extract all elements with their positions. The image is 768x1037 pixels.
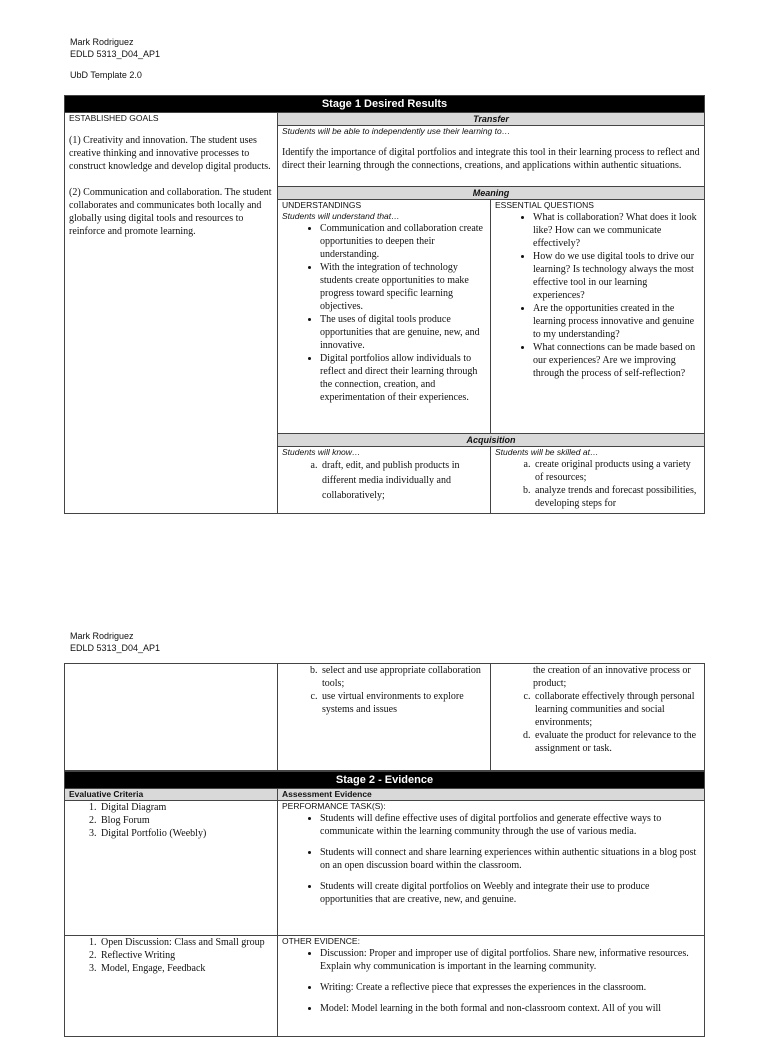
course-code: EDLD 5313_D04_AP1 — [70, 643, 161, 653]
essential-questions-label: ESSENTIAL QUESTIONS — [495, 199, 594, 210]
list-item: 1. Digital Diagram — [99, 801, 273, 814]
assessment-evidence-label: Assessment Evidence — [278, 789, 705, 801]
acquisition-label: Acquisition — [278, 434, 705, 447]
criteria-cell-1 — [65, 801, 278, 936]
list-item: • Students will define effective uses of digital portfolios and generate effective ways to communicate within the learning community through the use of various media. — [320, 812, 700, 838]
transfer-prompt: Students will be able to independently use their learning to… — [282, 126, 511, 137]
performance-task-cell — [278, 801, 705, 936]
list-item: 3. Model, Engage, Feedback — [99, 962, 273, 975]
list-item: • With the integration of technology students create opportunities to make progress toward specific learning objectives. — [320, 261, 486, 313]
other-evidence-list-2 — [282, 981, 700, 994]
know-prompt: Students will know… — [282, 447, 361, 458]
list-item: • How do we use digital tools to drive our learning? Is technology always the most effective tool in our learning experiences? — [533, 250, 700, 302]
know-cell — [278, 447, 491, 514]
course-code: EDLD 5313_D04_AP1 — [70, 49, 161, 59]
know-list — [282, 458, 486, 503]
list-item: b. analyze trends and forecast possibilities, developing steps for — [533, 484, 700, 510]
understandings-prompt: Students will understand that… — [282, 210, 400, 221]
list-item: c. collaborate effectively through personal learning communities and social environments; — [533, 690, 700, 729]
list-item: • Model: Model learning in the both formal and non-classroom context. All of you will — [320, 1002, 700, 1015]
skilled-continued-text: the creation of an innovative process or product; — [533, 665, 691, 689]
performance-task-label: PERFORMANCE TASK(S): — [282, 801, 386, 811]
established-goals-label: ESTABLISHED GOALS — [69, 113, 159, 123]
goal-1: (1) Creativity and innovation. The student uses creative thinking and innovative processes to construct knowledge and develop digital products. — [69, 135, 271, 172]
criteria-list-2 — [69, 936, 273, 975]
list-item: • Students will create digital portfolios on Weebly and integrate their use to produce opportunities that are creative, new, and genuine. — [320, 880, 700, 906]
stage1-title: Stage 1 Desired Results — [65, 96, 705, 113]
know-list-continued — [282, 664, 486, 716]
list-item: • Writing: Create a reflective piece that expresses the experiences in the classroom. — [320, 981, 700, 994]
essential-questions-list — [495, 211, 700, 380]
other-evidence-list-3 — [282, 1002, 700, 1015]
performance-task-list — [282, 812, 700, 838]
list-item: d. evaluate the product for relevance to the assignment or task. — [533, 729, 700, 755]
essential-questions-cell — [491, 199, 705, 433]
list-item: 1. Open Discussion: Class and Small group — [99, 936, 273, 949]
list-item: b. select and use appropriate collaboration tools; — [320, 664, 486, 690]
list-item: • Discussion: Proper and improper use of digital portfolios. Share new, informative resources. Explain why communication is important in the learning community. — [320, 947, 700, 973]
list-item: 2. Blog Forum — [99, 814, 273, 827]
list-item: • Digital portfolios allow individuals to reflect and direct their learning through the connection, creation, and experimentation of their experiences. — [320, 352, 486, 404]
performance-task-list-2 — [282, 846, 700, 872]
template-name: UbD Template 2.0 — [70, 70, 142, 80]
skilled-continued-cell — [491, 664, 705, 771]
list-item: • Are the opportunities created in the learning process innovative and genuine to my understanding? — [533, 302, 700, 341]
understandings-list — [282, 222, 486, 404]
list-item: • The uses of digital tools produce opportunities that are genuine, new, and innovative. — [320, 313, 486, 352]
stage1-table — [64, 95, 705, 514]
other-evidence-label: OTHER EVIDENCE: — [282, 936, 360, 946]
stage2-title: Stage 2 - Evidence — [65, 772, 705, 789]
page2-header — [70, 630, 160, 654]
understandings-cell — [278, 199, 491, 433]
author-name: Mark Rodriguez — [70, 631, 134, 641]
author-name: Mark Rodriguez — [70, 37, 134, 47]
evaluative-criteria-label: Evaluative Criteria — [65, 789, 278, 801]
stage1-continued-table — [64, 663, 705, 771]
transfer-cell — [278, 126, 705, 186]
other-evidence-list — [282, 947, 700, 973]
list-item: • What connections can be made based on our experiences? Are we improving through the process of self-reflection? — [533, 341, 700, 380]
list-item: a. draft, edit, and publish products in different media individually and collaboratively; — [320, 458, 486, 503]
list-item: 2. Reflective Writing — [99, 949, 273, 962]
skilled-cell — [491, 447, 705, 514]
skilled-list — [495, 458, 700, 510]
meaning-label: Meaning — [278, 186, 705, 199]
stage2-table — [64, 771, 705, 1037]
criteria-list-1 — [69, 801, 273, 840]
list-item: 3. Digital Portfolio (Weebly) — [99, 827, 273, 840]
other-evidence-cell — [278, 936, 705, 1037]
performance-task-list-3 — [282, 880, 700, 906]
established-goals-cell — [65, 113, 278, 514]
goal-2: (2) Communication and collaboration. The student collaborates and communicates both locally and globally using digital tools and resources to reinforce and promote learning. — [69, 187, 272, 237]
skilled-prompt: Students will be skilled at… — [495, 447, 599, 458]
list-item: • Students will connect and share learning experiences within authentic situations in a blog post on an open discussion board within the classroom. — [320, 846, 700, 872]
goals-continued-cell — [65, 664, 278, 771]
page1-header — [70, 36, 160, 81]
list-item: • What is collaboration? What does it look like? How can we communicate effectively? — [533, 211, 700, 250]
list-item: • Communication and collaboration create opportunities to deepen their understanding. — [320, 222, 486, 261]
transfer-text: Identify the importance of digital portfolios and integrate this tool in their learning process to reflect and direct their learning through the connections, creations, and applications within authentic situations. — [282, 147, 700, 172]
know-continued-cell — [278, 664, 491, 771]
criteria-cell-2 — [65, 936, 278, 1037]
transfer-label: Transfer — [278, 113, 705, 126]
skilled-list-continued — [495, 690, 700, 755]
list-item: c. use virtual environments to explore systems and issues — [320, 690, 486, 716]
list-item: a. create original products using a variety of resources; — [533, 458, 700, 484]
understandings-label: UNDERSTANDINGS — [282, 199, 362, 210]
